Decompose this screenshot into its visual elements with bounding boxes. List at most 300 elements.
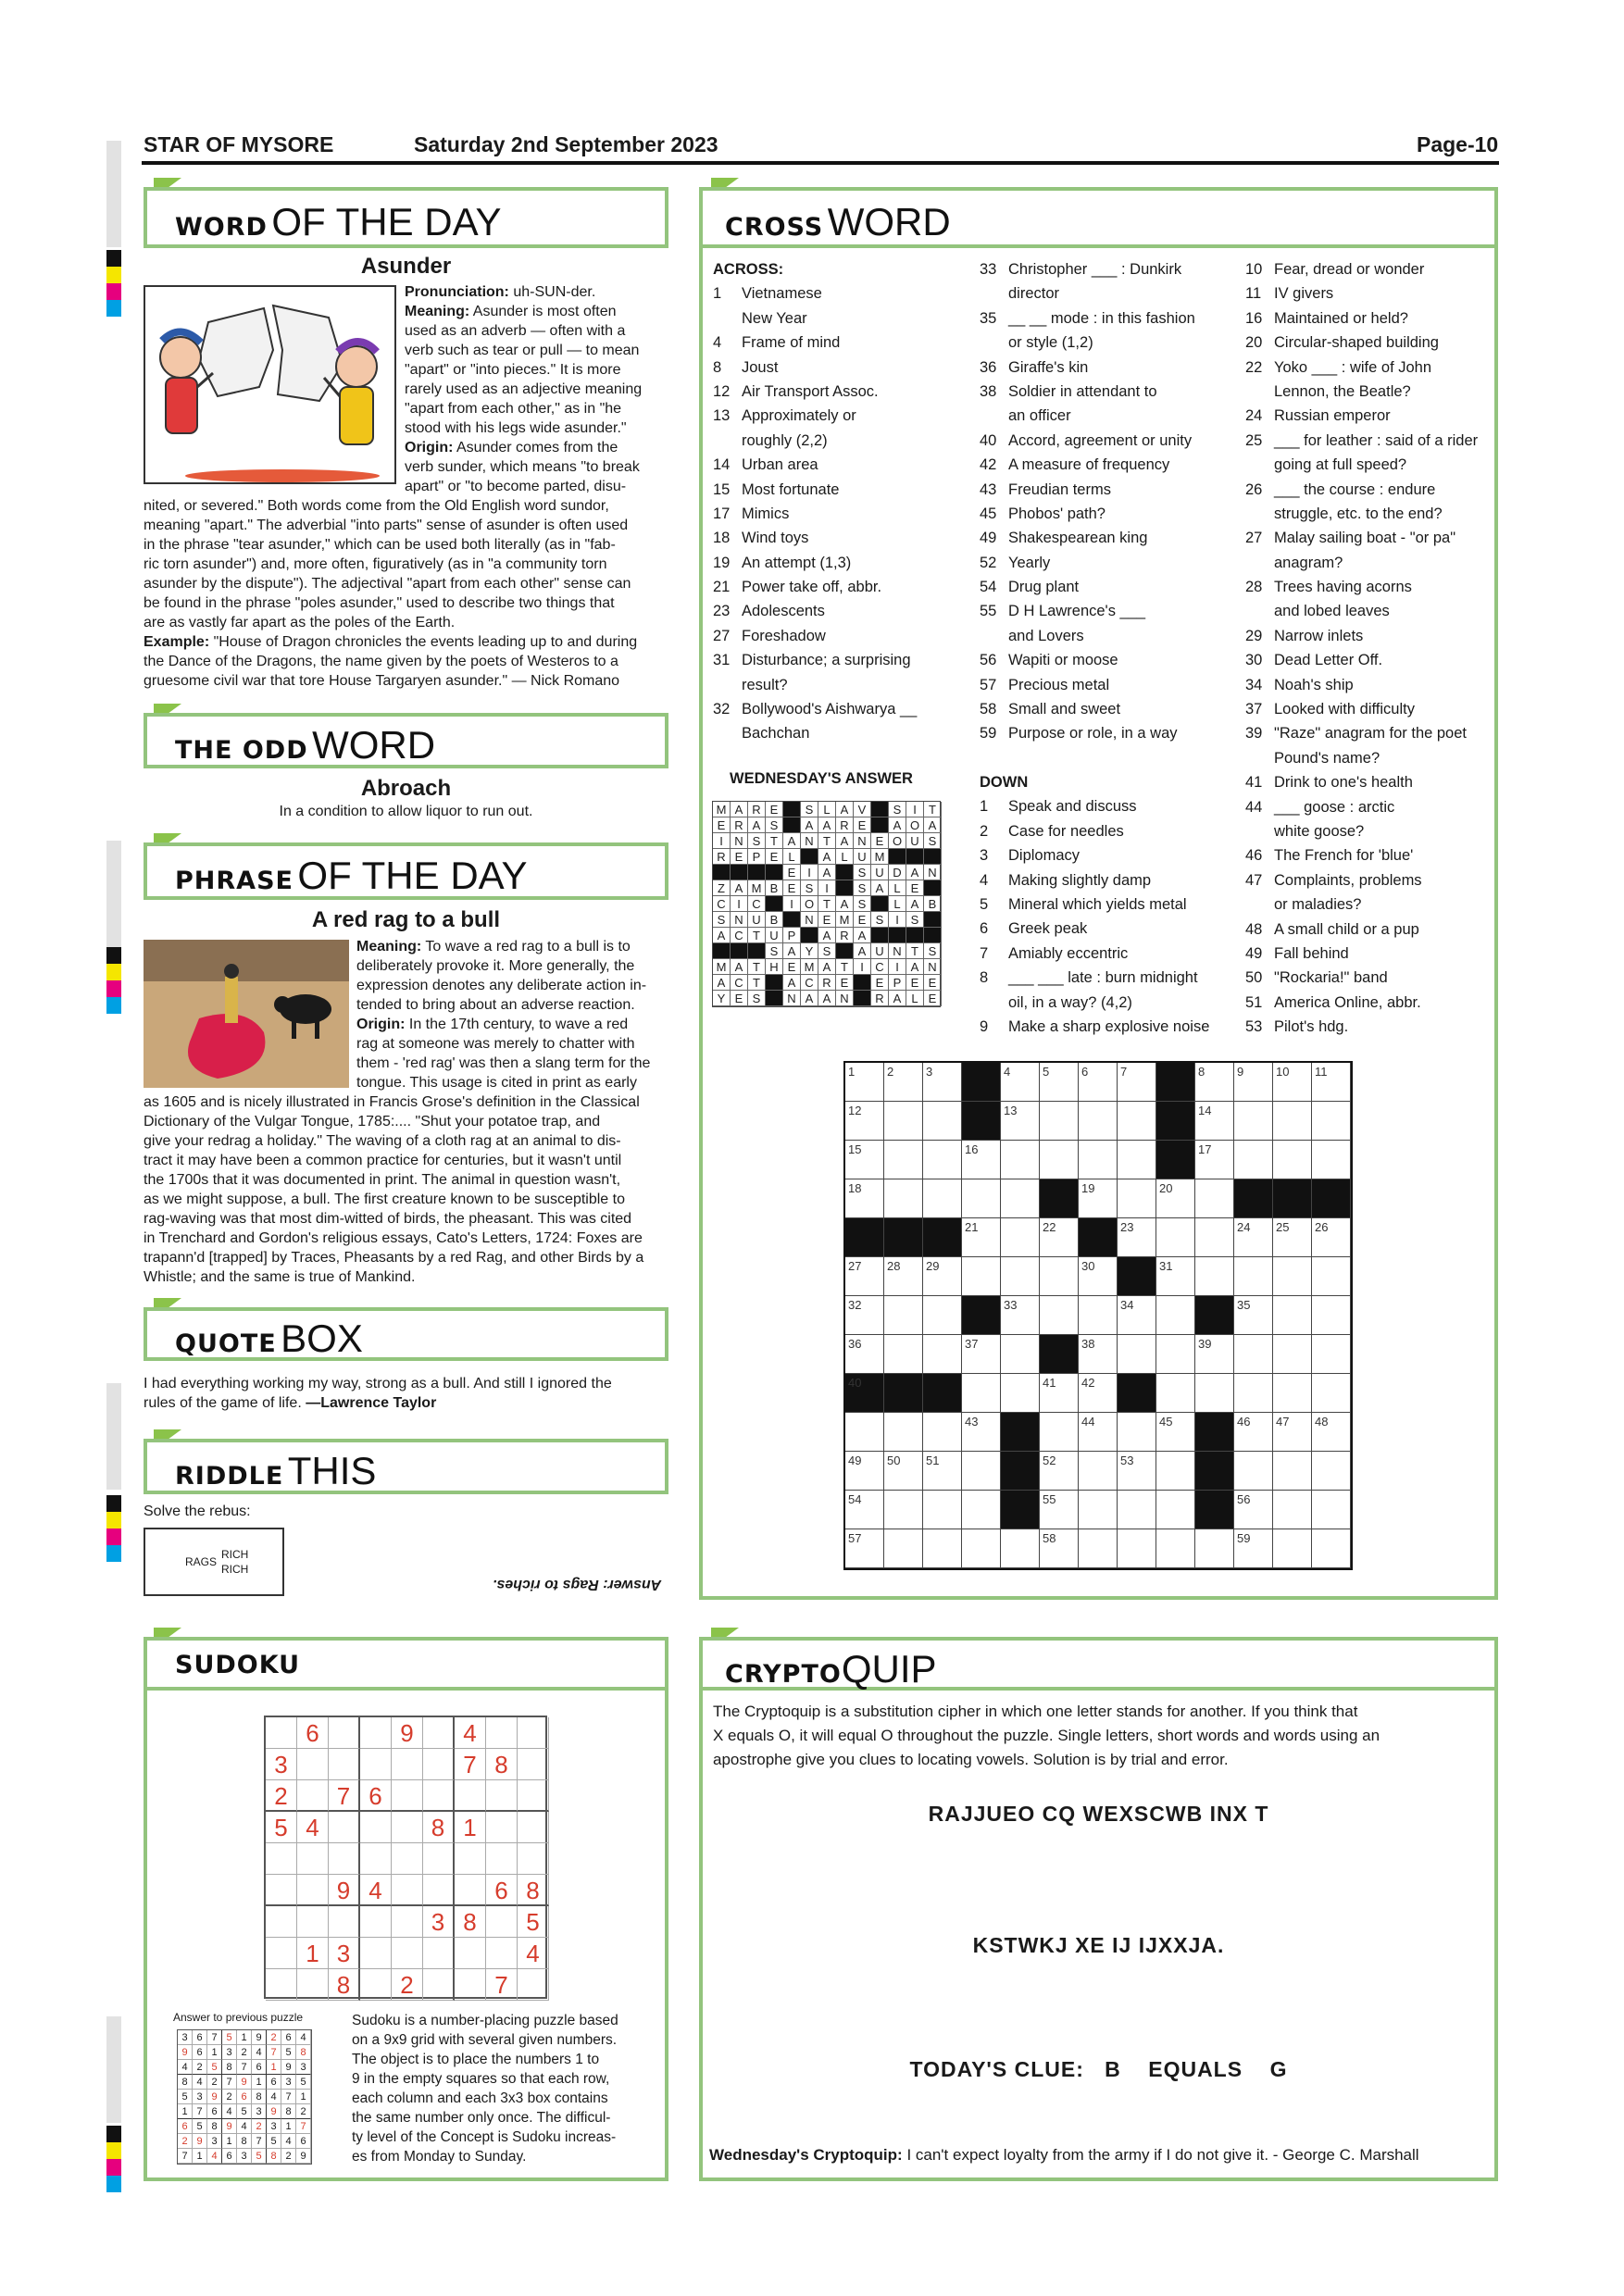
crossword-cell[interactable]: 57 [845,1529,884,1568]
sudoku-cell: 6 [486,1875,518,1906]
crossword-cell[interactable]: 28 [884,1257,923,1296]
crossword-cell[interactable] [1040,1296,1079,1335]
crossword-black-cell [1118,1257,1156,1296]
crossword-cell[interactable] [1040,1102,1079,1141]
crossword-cell[interactable] [962,1491,1001,1529]
clue-line: 38 Soldier in attendant to [980,382,1157,400]
answer-cell: Y [801,943,818,959]
crossword-cell[interactable] [1312,1452,1351,1491]
crossword-cell[interactable] [1118,1141,1156,1179]
crossword-cell[interactable] [962,1257,1001,1296]
crossword-cell[interactable] [1118,1491,1156,1529]
sudoku-cell[interactable] [297,1749,329,1780]
previous-sudoku-cell: 4 [222,2104,237,2119]
crossword-cell[interactable]: 2 [884,1063,923,1102]
crossword-cell[interactable]: 12 [845,1102,884,1141]
crossword-cell[interactable] [1234,1102,1273,1141]
clue-line: 49 Shakespearean king [980,530,1148,547]
header-rule [142,161,1499,165]
previous-sudoku-cell: 3 [237,2149,252,2164]
answer-cell: A [713,975,731,991]
crossword-cell[interactable]: 47 [1273,1413,1312,1452]
crossword-cell[interactable]: 54 [845,1491,884,1529]
crossword-cell[interactable] [1001,1257,1040,1296]
crossword-cell[interactable]: 45 [1156,1413,1195,1452]
crossword-cell[interactable] [1195,1257,1234,1296]
answer-cell: L [889,896,906,912]
crossword-cell[interactable]: 35 [1234,1296,1273,1335]
crossword-cell[interactable]: 44 [1079,1413,1118,1452]
crossword-cell[interactable] [1234,1141,1273,1179]
previous-sudoku-cell: 8 [281,2104,296,2119]
clue-line: 15 Most fortunate [713,480,840,498]
sudoku-cell[interactable] [423,1938,455,1969]
clue-line: 37 Looked with difficulty [1245,701,1415,718]
sudoku-cell[interactable] [423,1749,455,1780]
crossword-cell[interactable]: 34 [1118,1296,1156,1335]
answer-cell: I [731,896,748,912]
answer-cell: A [818,865,836,880]
crossword-cell[interactable]: 55 [1040,1491,1079,1529]
crossword-cell[interactable]: 36 [845,1335,884,1374]
sudoku-cell[interactable] [266,1717,297,1749]
sudoku-cell[interactable] [297,1843,329,1875]
answer-cell: A [783,833,801,849]
crossword-cell[interactable]: 52 [1040,1452,1079,1491]
answer-cell: E [854,817,871,833]
sudoku-cell[interactable] [486,1906,518,1938]
crossword-cell[interactable]: 32 [845,1296,884,1335]
crossword-cell[interactable]: 15 [845,1141,884,1179]
crossword-cell[interactable] [1156,1218,1195,1257]
answer-cell: N [889,943,906,959]
clue-line: Pound's name? [1274,749,1380,767]
sudoku-cell[interactable] [297,1780,329,1812]
answer-cell: T [748,975,766,991]
sudoku-cell[interactable] [518,1843,549,1875]
crossword-cell[interactable] [962,1452,1001,1491]
crossword-cell[interactable] [923,1529,962,1568]
crossword-cell[interactable] [923,1296,962,1335]
crossword-cell[interactable]: 56 [1234,1491,1273,1529]
phrase-title: A red rag to a bull [311,907,501,932]
odd-word-title: Abroach [360,776,452,801]
crossword-cell[interactable]: 51 [923,1452,962,1491]
answer-cell: B [924,896,942,912]
sudoku-cell[interactable] [486,1717,518,1749]
sudoku-cell[interactable] [518,1812,549,1843]
sudoku-cell[interactable] [455,1843,486,1875]
answer-cell: A [906,896,924,912]
crossword-cell[interactable] [1312,1374,1351,1413]
crossword-cell[interactable] [1079,1296,1118,1335]
crossword-cell[interactable]: 46 [1234,1413,1273,1452]
sudoku-cell[interactable] [360,1749,392,1780]
sudoku-cell[interactable] [360,1812,392,1843]
crossword-cell[interactable] [884,1335,923,1374]
crossword-cell[interactable]: 41 [1040,1374,1079,1413]
crossword-cell[interactable]: 4 [1001,1063,1040,1102]
crossword-cell[interactable]: 14 [1195,1102,1234,1141]
crossword-cell[interactable] [1118,1529,1156,1568]
sudoku-cell[interactable] [392,1749,423,1780]
sudoku-cell[interactable] [518,1780,549,1812]
crossword-cell[interactable] [1001,1374,1040,1413]
crossword-cell[interactable] [923,1141,962,1179]
crossword-black-cell [845,1218,884,1257]
sudoku-cell[interactable] [266,1938,297,1969]
sudoku-cell[interactable] [455,1875,486,1906]
sudoku-cell[interactable] [360,1843,392,1875]
registration-cyan [106,1545,121,1562]
crossword-cell[interactable] [1273,1452,1312,1491]
answer-cell: S [748,991,766,1006]
crossword-cell[interactable] [884,1102,923,1141]
crossword-cell[interactable]: 31 [1156,1257,1195,1296]
crossword-cell[interactable] [1079,1102,1118,1141]
margin-strip [106,1383,121,1490]
sudoku-cell[interactable] [266,1843,297,1875]
crossword-cell[interactable] [884,1296,923,1335]
crossword-black-cell [1156,1141,1195,1179]
sudoku-cell[interactable] [423,1780,455,1812]
crossword-cell[interactable] [1195,1529,1234,1568]
crossword-cell[interactable]: 30 [1079,1257,1118,1296]
crossword-cell[interactable] [962,1529,1001,1568]
crossword-cell[interactable] [962,1179,1001,1218]
crossword-cell[interactable]: 39 [1195,1335,1234,1374]
crossword-cell[interactable] [1273,1102,1312,1141]
crossword-cell[interactable] [1312,1141,1351,1179]
sudoku-cell[interactable] [423,1969,455,2001]
sudoku-cell[interactable] [360,1717,392,1749]
sudoku-cell[interactable] [518,1969,549,2001]
crossword-cell[interactable] [1273,1257,1312,1296]
crossword-cell[interactable]: 11 [1312,1063,1351,1102]
clue-line: result? [742,676,788,693]
answer-cell [783,817,801,833]
sudoku-cell[interactable] [297,1906,329,1938]
sudoku-cell: 8 [518,1875,549,1906]
answer-cell: A [836,896,854,912]
sudoku-cell: 6 [360,1780,392,1812]
crossword-cell[interactable]: 50 [884,1452,923,1491]
answer-cell: M [836,912,854,928]
registration-magenta [106,980,121,997]
crossword-cell[interactable] [1234,1374,1273,1413]
crossword-cell[interactable]: 49 [845,1452,884,1491]
crossword-cell[interactable] [1040,1141,1079,1179]
crossword-cell[interactable]: 7 [1118,1063,1156,1102]
previous-sudoku-cell: 2 [237,2045,252,2060]
crossword-black-cell [1001,1452,1040,1491]
riddle-prompt: Solve the rebus: [144,1504,251,1519]
answer-cell: N [924,959,942,975]
sudoku-cell[interactable] [266,1906,297,1938]
crossword-cell[interactable] [1273,1296,1312,1335]
crossword-cell[interactable] [884,1491,923,1529]
previous-sudoku-cell: 7 [237,2060,252,2075]
answer-cell [924,880,942,896]
crossword-cell[interactable] [1156,1529,1195,1568]
previous-sudoku-cell: 5 [296,2075,311,2090]
word-of-day-full-text: nited, or severed." Both words come from the Old English word sundor, meaning "apart." The adverbial "into parts" sense of asunder is often used in the phrase "tear asunder," which can be used both literally (as in "fab- ric torn asunder") and, more often, figuratively (as in "a community torn asunder by the dispute"). The adjectival "apart from each other" sense can be found in the phrase "poles asunder," used to describe two things that are as vastly far apart as the poles of the Earth. Example: "House of Dragon chronicles the events leading up to and during the Dance of the Dragons, the name given by the poets of Westeros to a gruesome civil war that tore House Targaryen asunder." — Nick Romano [144,498,638,689]
sudoku-cell: 5 [266,1812,297,1843]
crossword-cell[interactable]: 23 [1118,1218,1156,1257]
crossword-cell[interactable]: 6 [1079,1063,1118,1102]
crossword-cell[interactable]: 27 [845,1257,884,1296]
crossword-cell[interactable]: 25 [1273,1218,1312,1257]
crossword-cell[interactable]: 26 [1312,1218,1351,1257]
sudoku-cell[interactable] [518,1749,549,1780]
crossword-black-cell [1040,1179,1079,1218]
crossword-cell[interactable] [1001,1179,1040,1218]
sudoku-cell[interactable] [329,1906,360,1938]
crossword-cell[interactable]: 38 [1079,1335,1118,1374]
answer-cell [924,928,942,943]
sudoku-cell: 3 [423,1906,455,1938]
crossword-cell[interactable] [1273,1335,1312,1374]
rebus-rich-bottom: RICH [221,1563,249,1576]
crossword-cell[interactable] [1312,1257,1351,1296]
crossword-cell[interactable] [1001,1141,1040,1179]
sudoku-cell[interactable] [423,1843,455,1875]
answer-cell: M [801,959,818,975]
crossword-cell[interactable] [1273,1141,1312,1179]
crossword-cell[interactable] [1001,1529,1040,1568]
clue-line: 49 Fall behind [1245,944,1349,962]
crossword-cell[interactable] [1156,1296,1195,1335]
previous-sudoku-cell: 7 [252,2134,267,2149]
crossword-cell[interactable] [923,1179,962,1218]
crossword-cell[interactable] [962,1374,1001,1413]
sudoku-cell[interactable] [360,1906,392,1938]
sudoku-cell: 8 [329,1969,360,2001]
crossword-cell[interactable] [923,1413,962,1452]
registration-cyan [106,997,121,1014]
crossword-cell[interactable]: 29 [923,1257,962,1296]
sudoku-cell[interactable] [455,1938,486,1969]
crossword-cell[interactable]: 3 [923,1063,962,1102]
sudoku-cell[interactable] [486,1780,518,1812]
crossword-cell[interactable]: 10 [1273,1063,1312,1102]
crossword-black-cell [962,1296,1001,1335]
asunder-cartoon [144,285,396,484]
previous-sudoku-cell: 4 [267,2090,281,2104]
sudoku-cell[interactable] [392,1780,423,1812]
sudoku-cell[interactable] [266,1875,297,1906]
across-clues-col2 [980,257,1195,742]
crossword-cell[interactable] [1079,1452,1118,1491]
crossword-cell[interactable] [1234,1335,1273,1374]
crossword-cell[interactable] [1118,1179,1156,1218]
crossword-cell[interactable]: 5 [1040,1063,1079,1102]
crossword-cell[interactable]: 19 [1079,1179,1118,1218]
crossword-cell[interactable] [1118,1335,1156,1374]
clue-line: 32 Bollywood's Aishwarya __ [713,701,918,718]
crossword-cell[interactable] [923,1491,962,1529]
sudoku-cell[interactable] [392,1938,423,1969]
crossword-cell[interactable] [1156,1335,1195,1374]
answer-cell: R [713,849,731,865]
crossword-cell[interactable] [1079,1491,1118,1529]
answer-cell: R [818,975,836,991]
crossword-cell[interactable]: 22 [1040,1218,1079,1257]
crossword-cell[interactable]: 13 [1001,1102,1040,1141]
crossword-cell[interactable]: 42 [1079,1374,1118,1413]
answer-cell: E [818,912,836,928]
previous-sudoku-cell: 8 [207,2119,222,2134]
crossword-cell[interactable]: 37 [962,1335,1001,1374]
crossword-black-cell: 40 [845,1374,884,1413]
crossword-cell[interactable] [1079,1529,1118,1568]
crossword-cell[interactable] [1040,1257,1079,1296]
previous-sudoku-cell: 2 [281,2149,296,2164]
crossword-cell[interactable] [1118,1102,1156,1141]
crossword-cell[interactable] [1156,1374,1195,1413]
crossword-cell[interactable]: 43 [962,1413,1001,1452]
answer-cell [801,849,818,865]
crossword-cell[interactable] [884,1141,923,1179]
clue-line: 55 D H Lawrence's ___ [980,603,1146,620]
crossword-cell[interactable] [1312,1102,1351,1141]
sudoku-cell[interactable] [329,1717,360,1749]
sudoku-cell[interactable] [486,1812,518,1843]
crossword-cell[interactable] [1234,1452,1273,1491]
previous-sudoku-cell: 4 [207,2149,222,2164]
answer-cell: T [836,959,854,975]
crossword-black-cell [1195,1491,1234,1529]
crossword-black-cell [1156,1063,1195,1102]
answer-cell [731,943,748,959]
crossword-cell[interactable]: 9 [1234,1063,1273,1102]
crossword-cell[interactable] [1040,1413,1079,1452]
previous-sudoku-cell: 2 [207,2075,222,2090]
sudoku-cell[interactable] [455,1780,486,1812]
sudoku-cell[interactable] [392,1812,423,1843]
crossword-cell[interactable]: 16 [962,1141,1001,1179]
crossword-cell[interactable]: 18 [845,1179,884,1218]
answer-cell [713,865,731,880]
bullfight-photo [144,940,349,1088]
sudoku-cell[interactable] [392,1906,423,1938]
sudoku-cell[interactable] [455,1969,486,2001]
sudoku-cell[interactable] [392,1843,423,1875]
crossword-cell[interactable] [1118,1413,1156,1452]
crossword-black-cell [1312,1179,1351,1218]
sudoku-cell[interactable] [329,1749,360,1780]
wednesday-answer-grid [712,801,941,1007]
crossword-cell[interactable] [1001,1218,1040,1257]
answer-cell: C [731,928,748,943]
crossword-cell[interactable] [1312,1491,1351,1529]
crossword-cell[interactable]: 48 [1312,1413,1351,1452]
previous-sudoku-cell: 9 [222,2119,237,2134]
crossword-black-cell [1273,1179,1312,1218]
sudoku-cell[interactable] [297,1969,329,2001]
odd-word-definition: In a condition to allow liquor to run out. [279,804,533,819]
previous-sudoku-cell: 2 [296,2104,311,2119]
sudoku-cell[interactable] [486,1843,518,1875]
previous-sudoku-cell: 4 [252,2045,267,2060]
answer-cell [713,943,731,959]
crossword-cell[interactable] [1312,1335,1351,1374]
answer-cell: A [906,959,924,975]
previous-sudoku-cell: 1 [178,2104,193,2119]
crossword-cell[interactable]: 24 [1234,1218,1273,1257]
crossword-cell[interactable] [1195,1374,1234,1413]
sudoku-cell[interactable] [329,1843,360,1875]
crossword-cell[interactable] [884,1179,923,1218]
sudoku-cell: 4 [455,1717,486,1749]
crossword-cell[interactable]: 53 [1118,1452,1156,1491]
clue-line: 54 Drug plant [980,579,1080,596]
sudoku-cell: 9 [392,1717,423,1749]
clue-line: 20 Circular-shaped building [1245,334,1439,352]
crossword-cell[interactable] [1001,1335,1040,1374]
answer-cell [924,849,942,865]
crossword-cell[interactable] [923,1335,962,1374]
crossword-cell[interactable] [1312,1529,1351,1568]
sudoku-cell[interactable] [360,1969,392,2001]
crossword-cell[interactable]: 20 [1156,1179,1195,1218]
clue-line: 12 Air Transport Assoc. [713,382,879,400]
sudoku-cell[interactable] [329,1812,360,1843]
sudoku-cell[interactable] [360,1938,392,1969]
answer-cell: S [766,943,783,959]
crossword-cell[interactable]: 17 [1195,1141,1234,1179]
crossword-cell[interactable] [1156,1491,1195,1529]
crossword-cell[interactable] [1079,1141,1118,1179]
sudoku-cell[interactable] [392,1875,423,1906]
crossword-cell[interactable] [1195,1218,1234,1257]
crossword-cell[interactable] [1234,1257,1273,1296]
crossword-cell[interactable] [1195,1179,1234,1218]
crossword-cell[interactable] [1273,1529,1312,1568]
crossword-black-cell [1001,1491,1040,1529]
crossword-cell[interactable] [1273,1491,1312,1529]
answer-cell: S [818,943,836,959]
crossword-cell[interactable]: 8 [1195,1063,1234,1102]
sudoku-cell[interactable] [518,1717,549,1749]
quote-author: —Lawrence Taylor [306,1395,437,1411]
crossword-cell[interactable] [1312,1296,1351,1335]
crossword-cell[interactable]: 33 [1001,1296,1040,1335]
sudoku-cell[interactable] [266,1969,297,2001]
crossword-cell[interactable] [1273,1374,1312,1413]
crossword-cell[interactable]: 1 [845,1063,884,1102]
crossword-cell[interactable]: 21 [962,1218,1001,1257]
answer-cell: E [871,975,889,991]
crossword-cell[interactable] [884,1529,923,1568]
crossword-black-cell [884,1218,923,1257]
answer-cell: I [801,865,818,880]
crossword-cell[interactable] [923,1102,962,1141]
crossword-cell[interactable] [845,1413,884,1452]
crossword-cell[interactable]: 59 [1234,1529,1273,1568]
previous-sudoku-cell: 9 [237,2075,252,2090]
crossword-cell[interactable] [1156,1452,1195,1491]
clue-line: 46 The French for 'blue' [1245,847,1414,865]
sudoku-cell[interactable] [297,1875,329,1906]
answer-cell [836,880,854,896]
sudoku-cell[interactable] [486,1938,518,1969]
sudoku-cell[interactable] [423,1717,455,1749]
previous-sudoku-cell: 1 [193,2149,207,2164]
crossword-cell[interactable]: 58 [1040,1529,1079,1568]
sudoku-cell[interactable] [423,1875,455,1906]
crossword-cell[interactable] [884,1413,923,1452]
